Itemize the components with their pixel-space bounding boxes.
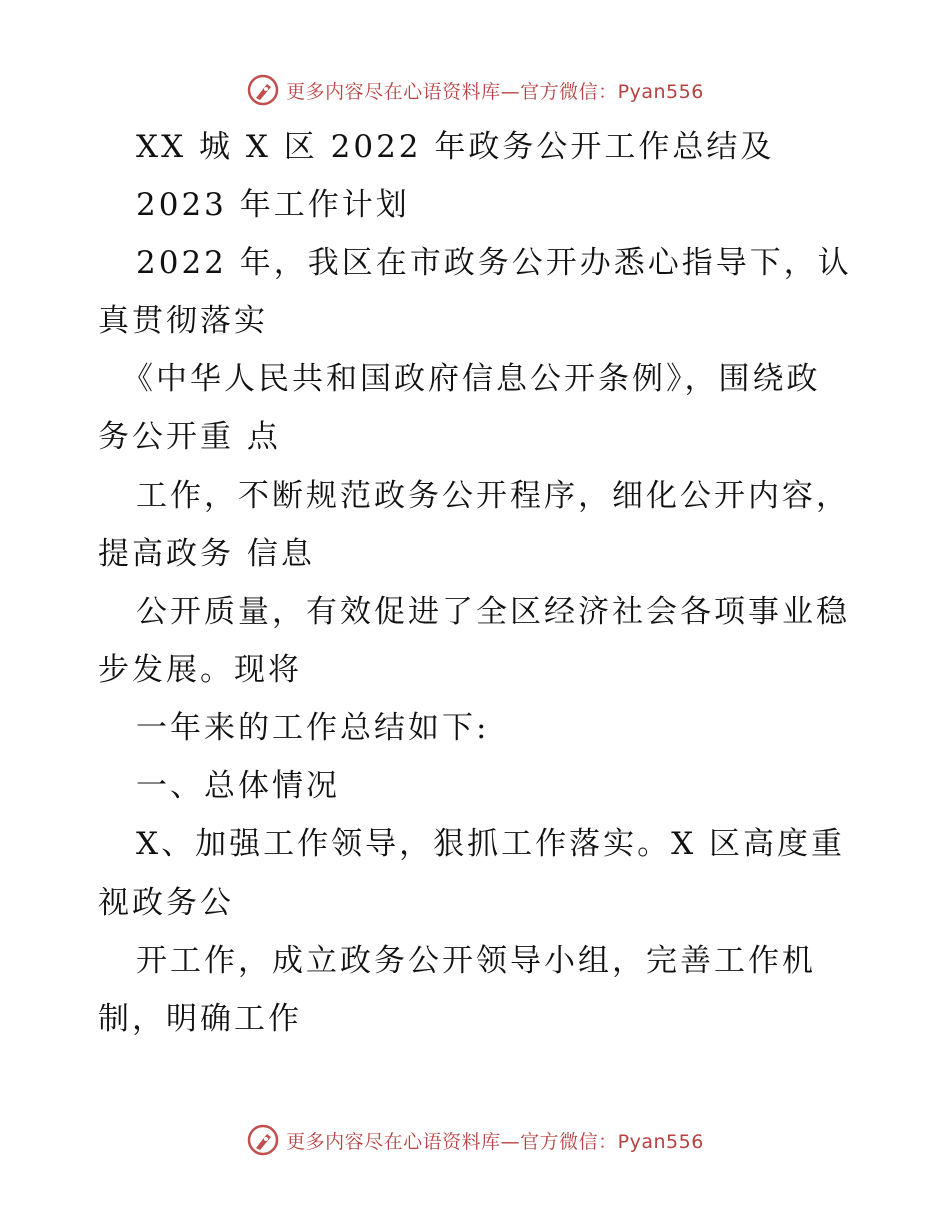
watermark-banner-bottom [0, 1120, 950, 1160]
paragraph-line: 工作，不断规范政务公开程序，细化公开内容， [136, 478, 850, 514]
paragraph-line: 务公开重 点 [98, 419, 281, 455]
watermark-text: 更多内容尽在心语资料库—官方微信：Pyan556 [286, 80, 704, 103]
paragraph-line: 制，明确工作 [98, 1001, 302, 1037]
paragraph-line: X、加强工作领导，狠抓工作落实。X 区高度重 [136, 826, 845, 862]
pen-nib-logo-icon [246, 73, 280, 107]
document-title-line-1: XX 城 X 区 2022 年政务公开工作总结及 [136, 129, 775, 165]
watermark-text: 更多内容尽在心语资料库—官方微信：Pyan556 [286, 1130, 704, 1153]
paragraph-line: 真贯彻落实 [98, 303, 268, 339]
paragraph-line: 开工作，成立政务公开领导小组，完善工作机 [136, 943, 816, 979]
paragraph-line: 一年来的工作总结如下: [136, 710, 490, 746]
paragraph-line: 2022 年，我区在市政务公开办悉心指导下，认 [136, 245, 852, 281]
paragraph-line: 步发展。现将 [98, 652, 302, 688]
watermark-banner-top [0, 70, 950, 110]
paragraph-line: 提高政务 信息 [98, 536, 315, 572]
document-title-line-2: 2023 年工作计划 [136, 187, 410, 223]
section-heading: 一、总体情况 [136, 768, 340, 804]
paragraph-line: 视政务公 [98, 885, 234, 921]
paragraph-line: 《中华人民共和国政府信息公开条例》，围绕政 [122, 361, 821, 397]
pen-nib-logo-icon [246, 1123, 280, 1157]
paragraph-line: 公开质量，有效促进了全区经济社会各项事业稳 [136, 594, 850, 630]
